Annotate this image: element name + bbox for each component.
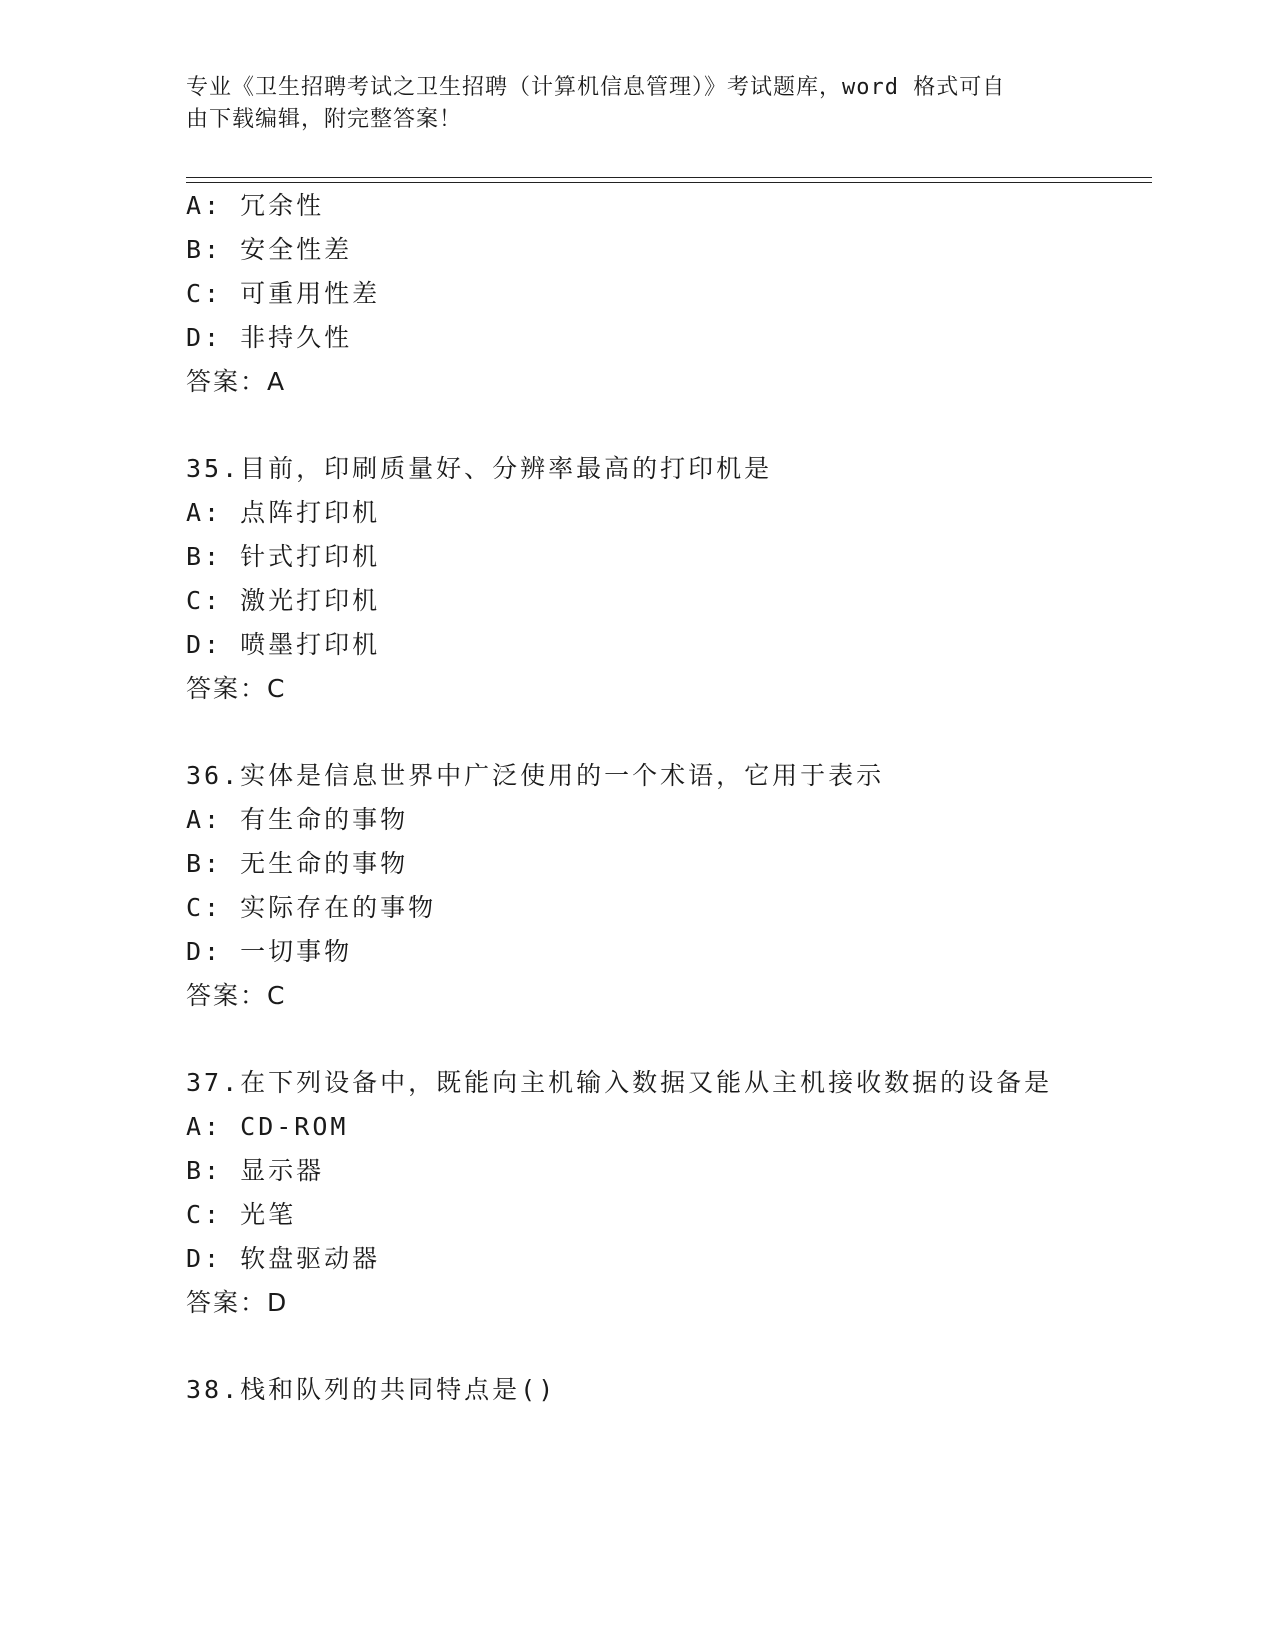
- option-c: C: 激光打印机: [186, 586, 381, 615]
- answer: 答案：C: [186, 981, 287, 1010]
- header-divider-bottom: [186, 182, 1152, 183]
- header-line-2: 由下载编辑，附完整答案！: [186, 107, 463, 132]
- document-header: [186, 72, 1066, 136]
- question-38: 38.栈和队列的共同特点是(): [186, 1375, 557, 1404]
- option-b: B: 无生命的事物: [186, 849, 409, 878]
- option-a: A: 有生命的事物: [186, 805, 409, 834]
- option-c: C: 光笔: [186, 1200, 297, 1229]
- option-d: D: 软盘驱动器: [186, 1244, 381, 1273]
- option-b: B: 显示器: [186, 1156, 325, 1185]
- option-d: D: 喷墨打印机: [186, 630, 381, 659]
- option-b: B: 针式打印机: [186, 542, 381, 571]
- option-a: A: CD-ROM: [186, 1112, 349, 1141]
- option-c: C: 可重用性差: [186, 279, 381, 308]
- answer: 答案：D: [186, 1288, 289, 1317]
- option-d: D: 非持久性: [186, 323, 353, 352]
- question-37: 37.在下列设备中，既能向主机输入数据又能从主机接收数据的设备是: [186, 1068, 1053, 1097]
- option-c: C: 实际存在的事物: [186, 893, 437, 922]
- option-b: B: 安全性差: [186, 235, 353, 264]
- answer: 答案：A: [186, 367, 287, 396]
- option-d: D: 一切事物: [186, 937, 353, 966]
- header-line-1: 专业《卫生招聘考试之卫生招聘（计算机信息管理）》考试题库，word 格式可自: [186, 75, 1006, 100]
- option-a: A: 冗余性: [186, 191, 325, 220]
- option-a: A: 点阵打印机: [186, 498, 381, 527]
- question-35: 35.目前，印刷质量好、分辨率最高的打印机是: [186, 454, 773, 483]
- header-divider-top: [186, 177, 1152, 178]
- answer: 答案：C: [186, 674, 287, 703]
- question-36: 36.实体是信息世界中广泛使用的一个术语，它用于表示: [186, 761, 885, 790]
